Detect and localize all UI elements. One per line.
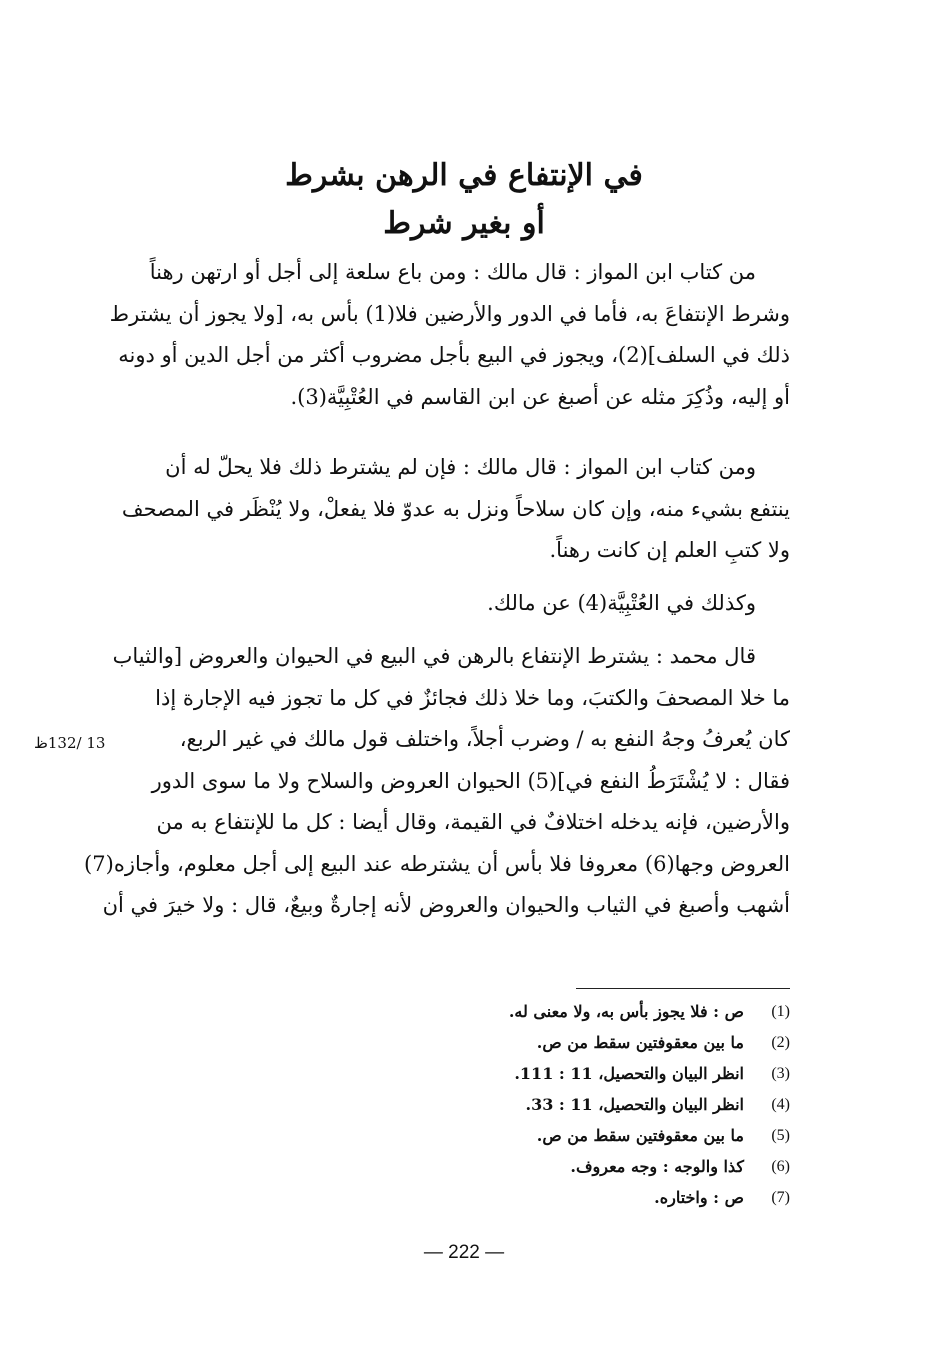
text-line: من كتاب ابن المواز : قال مالك : ومن باع سلعة إلى أجل أو ارتهن رهناً xyxy=(149,260,756,284)
manuscript-margin-note: 13 /132ظ xyxy=(34,734,106,752)
footnote-text: ص : واختاره. xyxy=(654,1188,744,1207)
paragraph-2 xyxy=(121,447,790,572)
page-number: — 222 — xyxy=(423,1242,505,1263)
footnote-text: كذا والوجه : وجه معروف. xyxy=(570,1157,744,1176)
footnote-number: (7) xyxy=(771,1189,790,1206)
footnote-text: ص : فلا يجوز بأس به، ولا معنى له. xyxy=(508,1002,744,1021)
title-line-2: أو بغير شرط xyxy=(383,206,545,241)
footnote-number: (3) xyxy=(771,1065,790,1082)
footnote-item xyxy=(440,1120,790,1151)
footnote-number: (5) xyxy=(771,1127,790,1144)
text-line: ما خلا المصحفَ والكتبَ، وما خلا ذلك فجائزٌ في كل ما تجوز فيه الإجارة إذا xyxy=(155,685,790,710)
footnote-number: (2) xyxy=(771,1034,790,1051)
footnote-number: (4) xyxy=(771,1096,790,1113)
footnotes xyxy=(440,996,790,1213)
footnote-number: (6) xyxy=(771,1158,790,1175)
title-line-1: في الإنتفاع في الرهن بشرط xyxy=(285,158,643,193)
footnote-item xyxy=(440,1089,790,1120)
footnote-number: (1) xyxy=(771,1003,790,1020)
footnote-item xyxy=(440,1027,790,1058)
text-line: فقال : لا يُشْتَرَطُ النفع في](5) الحيوان العروض والسلاح ولا ما سوى الدور xyxy=(151,768,790,793)
footnote-item xyxy=(440,1151,790,1182)
chapter-title xyxy=(200,152,728,248)
paragraph-3 xyxy=(124,583,790,625)
footnote-text: ما بين معقوفتين سقط من ص. xyxy=(536,1033,744,1052)
paragraph-4 xyxy=(84,636,790,927)
text-line: ولا كتبِ العلم إن كانت رهناً. xyxy=(549,538,790,562)
footnote-divider xyxy=(576,988,790,989)
text-line: والأرضين، فإنه يدخله اختلافٌ في القيمة، وقال أيضا : كل ما للإنتفاع به من xyxy=(156,810,790,834)
text-line: ذلك في السلف](2)، ويجوز في البيع بأجل مضروب أكثر من أجل الدين أو دونه xyxy=(118,343,790,367)
footnote-item xyxy=(440,1058,790,1089)
paragraph-1 xyxy=(109,252,790,418)
text-line: العروض وجها(6) معروفا فلا بأس أن يشترطه عند البيع إلى أجل معلوم، وأجازه(7) xyxy=(84,851,790,876)
text-line: أو إليه، وذُكِرَ مثله عن أصبغ عن ابن القاسم في العُتْبِيَّة(3). xyxy=(290,384,790,409)
footnote-text: انظر البيان والتحصيل، 11 : 111. xyxy=(514,1064,744,1083)
text-line: قال محمد : يشترط الإنتفاع بالرهن في البيع في الحيوان والعروض [والثياب xyxy=(112,644,756,668)
text-line: وكذلك في العُتْبِيَّة(4) عن مالك. xyxy=(487,591,756,615)
footnote-text: ما بين معقوفتين سقط من ص. xyxy=(536,1126,744,1145)
text-line: أشهب وأصبغ في الثياب والحيوان والعروض لأنه إجارةٌ وبيعٌ، قال : ولا خيرَ في أن xyxy=(102,893,790,917)
text-line: وشرط الإنتفاعَ به، فأما في الدور والأرضين فلا(1) بأس به، [ولا يجوز أن يشترط xyxy=(109,301,790,326)
text-line: ينتفع بشيء منه، وإن كان سلاحاً ونزل به عدوّ فلا يفعلْ، ولا يُنْظَر في المصحف xyxy=(121,496,790,521)
text-line: كان يُعرفُ وجهُ النفع به / وضرب أجلاً، واختلف قول مالك في غير الربع، xyxy=(179,727,790,751)
footnote-item xyxy=(440,996,790,1027)
footnote-text: انظر البيان والتحصيل، 11 : 33. xyxy=(525,1095,744,1114)
text-line: ومن كتاب ابن المواز : قال مالك : فإن لم يشترط ذلك فلا يحلّ له أن xyxy=(165,455,756,479)
footnote-item xyxy=(440,1182,790,1213)
